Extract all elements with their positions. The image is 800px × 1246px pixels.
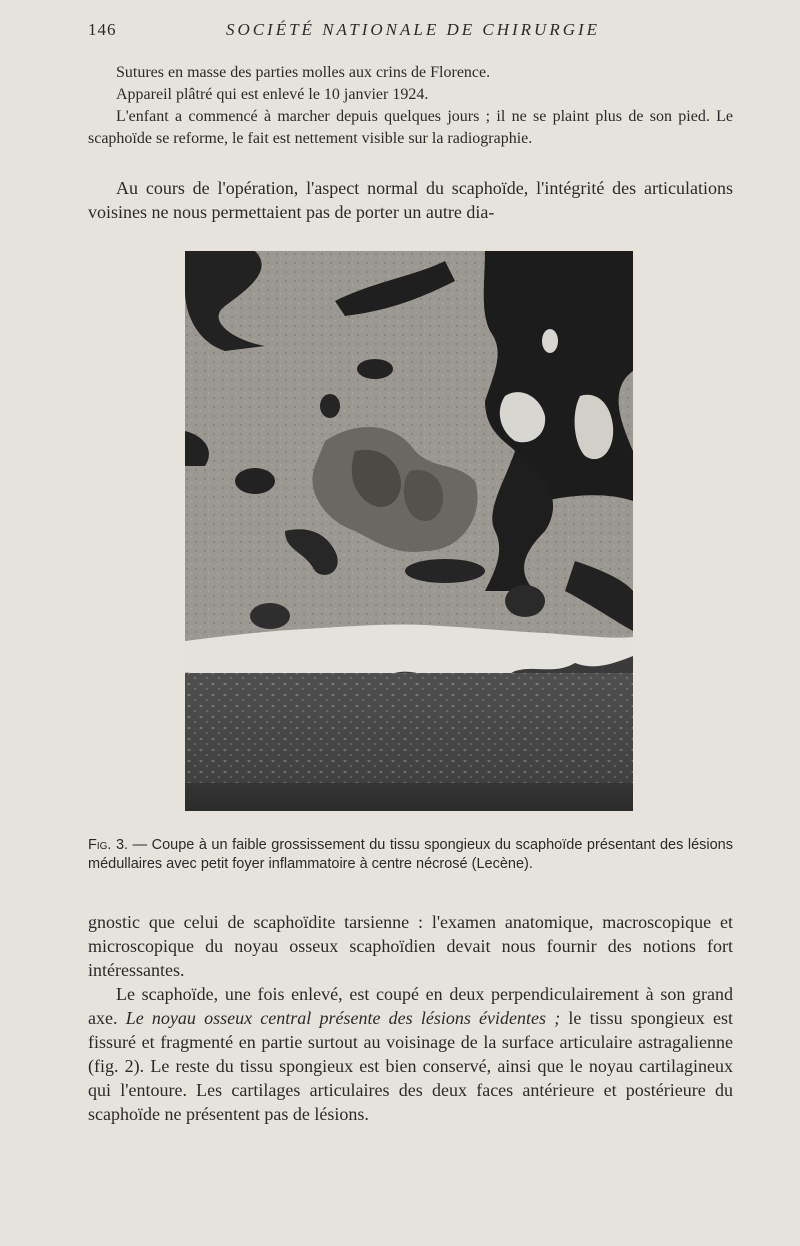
paragraph-scaphoide-italic: Le noyau osseux central présente des lésions évidentes ; bbox=[125, 1008, 561, 1028]
paragraph-gnostic: gnostic que celui de scaphoïdite tarsienne : l'examen anatomique, macroscopique et microscopique du noyau osseux scaphoïdien devait nous fournir des notions fort intéressantes. bbox=[88, 912, 733, 980]
running-title: SOCIÉTÉ NATIONALE DE CHIRURGIE bbox=[225, 20, 601, 39]
paragraph-enfant: L'enfant a commencé à marcher depuis quelques jours ; il ne se plaint plus de son pied. Le scaphoïde se reforme, le fait est nettement visible sur la radiographie. bbox=[88, 108, 733, 147]
paragraph-scaphoide bbox=[88, 982, 733, 1126]
top-text-block bbox=[88, 62, 733, 150]
micrograph-figure bbox=[185, 251, 633, 811]
paragraph-scaphoide-start: Le scaphoïde, une fois enlevé, est coupé en deux perpendiculairement à son grand axe. bbox=[88, 984, 733, 1028]
bottom-text-block bbox=[88, 910, 733, 1126]
figure-caption-text: — Coupe à un faible grossissement du tissu spongieux du scaphoïde présentant des lésions médullaires avec petit foyer inflammatoire à centre nécrosé (Lecène). bbox=[88, 837, 733, 872]
figure-label: Fig. 3. bbox=[88, 837, 129, 853]
paragraph-scaphoide-end: le tissu spongieux est fissuré et fragmenté en partie surtout au voisinage de la surface articulaire astragalienne (fig. 2). Le reste du tissu spongieux est bien conservé, ainsi que le noyau cartilagineux qui l'entoure. Les cartilages articulaires des deux faces antérieure et postérieure du scaphoïde ne présentent pas de lésions. bbox=[88, 1008, 733, 1124]
text-line-sutures: Sutures en masse des parties molles aux crins de Florence. bbox=[116, 64, 491, 81]
page-header bbox=[88, 20, 738, 44]
page-number: 146 bbox=[88, 20, 117, 39]
figure-caption bbox=[88, 836, 733, 874]
paragraph-operation: Au cours de l'opération, l'aspect normal du scaphoïde, l'intégrité des articulations voisines ne nous permettaient pas de porter un autre dia- bbox=[88, 178, 733, 222]
micrograph-image bbox=[185, 251, 633, 811]
paragraph-operation-block bbox=[88, 176, 733, 224]
text-line-appareil: Appareil plâtré qui est enlevé le 10 janvier 1924. bbox=[116, 86, 429, 103]
